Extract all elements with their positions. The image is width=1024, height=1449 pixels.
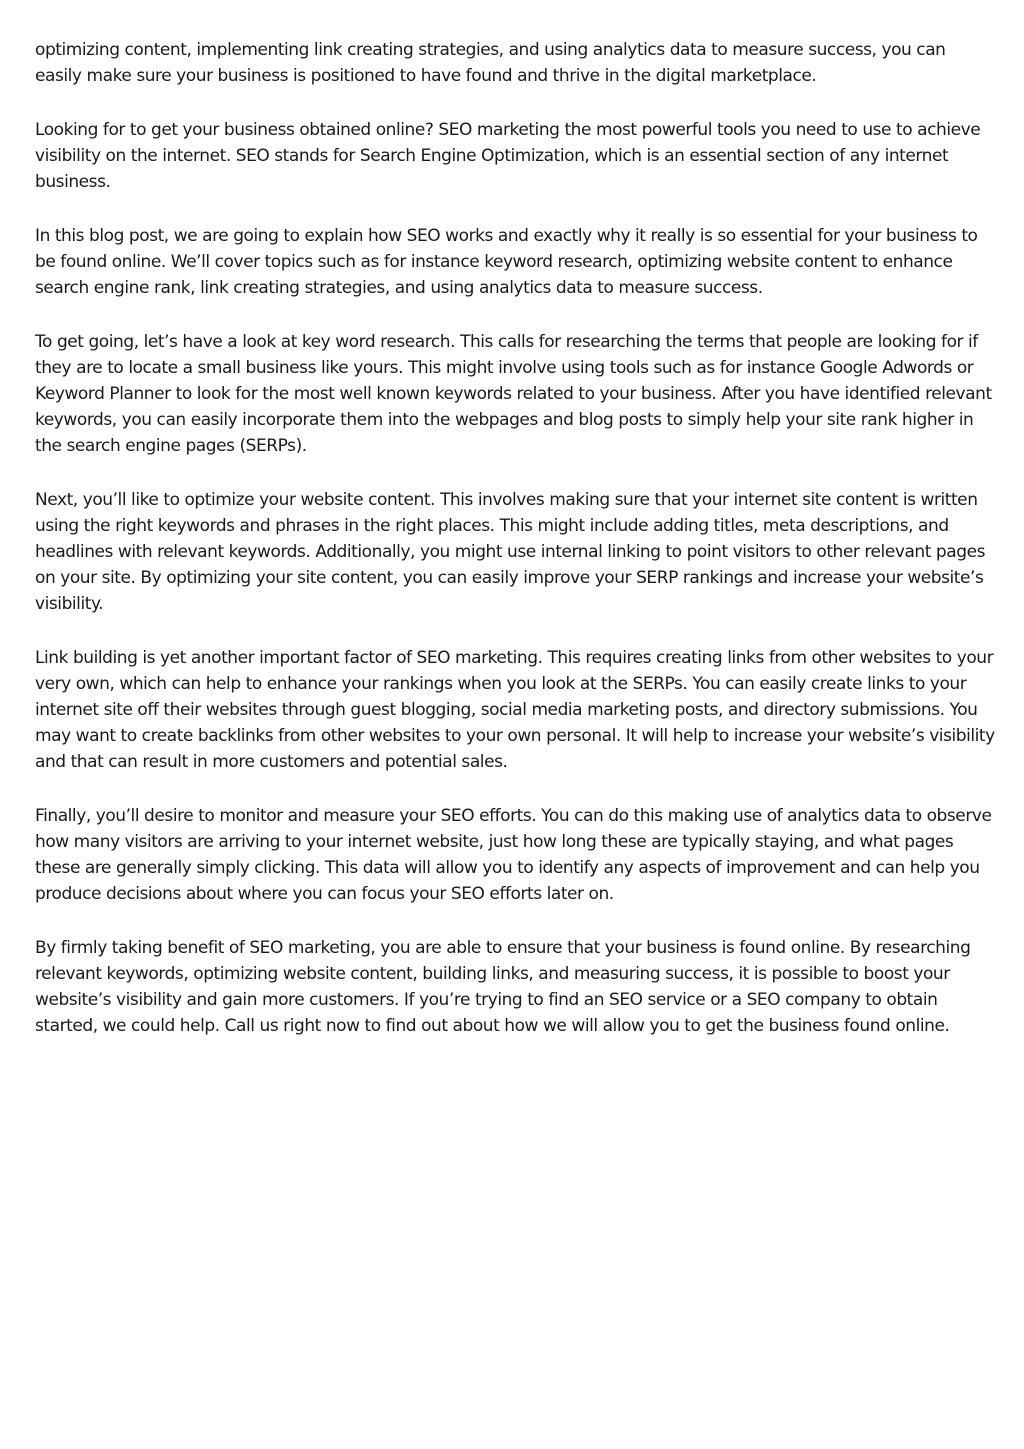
paragraph-6: Link building is yet another important factor of SEO marketing. This requires creating links from other websites to your very own, which can help to enhance your rankings when you look at the SERPs. You can easily create links to your internet site off their websites through guest blogging, social media marketing posts, and directory submissions. You may want to create backlinks from other websites to your own personal. It will help to increase your website’s visibility and that can result in more customers and potential sales. — [35, 648, 995, 772]
paragraph-2: Looking for to get your business obtained online? SEO marketing the most powerful tools you need to use to achieve visibility on the internet. SEO stands for Search Engine Optimization, which is an essential section of any internet business. — [35, 120, 981, 192]
paragraph-4: To get going, let’s have a look at key word research. This calls for researching the terms that people are looking for if they are to locate a small business like yours. This might involve using tools such as for instance Google Adwords or Keyword Planner to look for the most well known keywords related to your business. After you have identified relevant keywords, you can easily incorporate them into the webpages and blog posts to simply help your site rank higher in the search engine pages (SERPs). — [35, 332, 992, 456]
paragraph-1: optimizing content, implementing link creating strategies, and using analytics data to measure success, you can easily make sure your business is positioned to have found and thrive in the digital marketplace. — [35, 40, 946, 86]
paragraph-3: In this blog post, we are going to explain how SEO works and exactly why it really is so essential for your business to be found online. We’ll cover topics such as for instance keyword research, optimizing website content to enhance search engine rank, link creating strategies, and using analytics data to measure success. — [35, 226, 978, 298]
paragraph-8: By firmly taking benefit of SEO marketing, you are able to ensure that your business is found online. By researching relevant keywords, optimizing website content, building links, and measuring success, it is possible to boost your website’s visibility and gain more customers. If you’re trying to find an SEO service or a SEO company to obtain started, we could help. Call us right now to find out about how we will allow you to get the business found online. — [35, 938, 971, 1036]
article-body — [35, 37, 995, 1067]
paragraph-5: Next, you’ll like to optimize your website content. This involves making sure that your internet site content is written using the right keywords and phrases in the right places. This might include adding titles, meta descriptions, and headlines with relevant keywords. Additionally, you might use internal linking to point visitors to other relevant pages on your site. By optimizing your site content, you can easily improve your SERP rankings and increase your website’s visibility. — [35, 490, 985, 614]
paragraph-7: Finally, you’ll desire to monitor and measure your SEO efforts. You can do this making use of analytics data to observe how many visitors are arriving to your internet website, just how long these are typically staying, and what pages these are generally simply clicking. This data will allow you to identify any aspects of improvement and can help you produce decisions about where you can focus your SEO efforts later on. — [35, 806, 992, 904]
